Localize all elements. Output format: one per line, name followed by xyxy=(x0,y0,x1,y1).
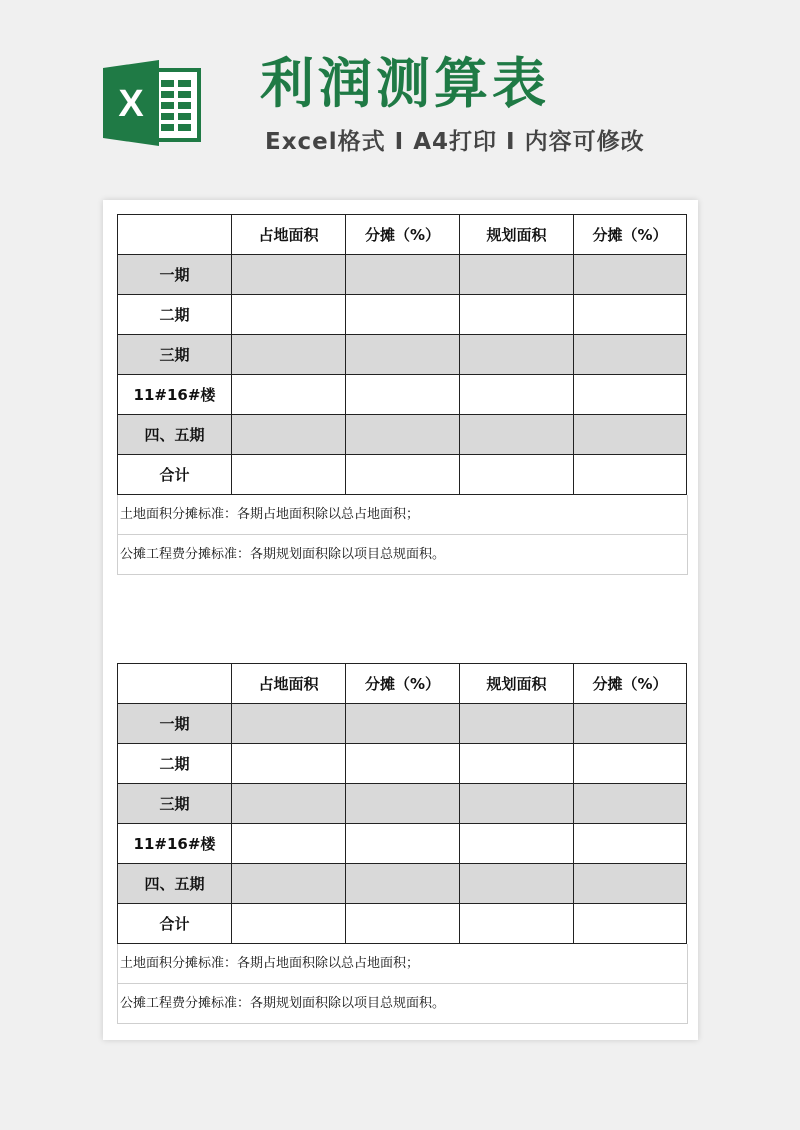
table-cell[interactable] xyxy=(346,904,460,944)
table-row xyxy=(118,375,687,415)
table-cell[interactable] xyxy=(346,415,460,455)
table-cell[interactable] xyxy=(346,295,460,335)
table-cell[interactable] xyxy=(346,375,460,415)
table-cell[interactable] xyxy=(460,335,574,375)
column-header: 规划面积 xyxy=(460,664,574,704)
excel-logo-icon xyxy=(103,60,203,146)
table-cell[interactable] xyxy=(346,335,460,375)
table-cell[interactable] xyxy=(574,744,687,784)
table-cell[interactable] xyxy=(460,704,574,744)
column-header: 规划面积 xyxy=(460,215,574,255)
table-cell[interactable] xyxy=(574,335,687,375)
header xyxy=(0,0,800,200)
table-cell[interactable] xyxy=(574,904,687,944)
row-label: 二期 xyxy=(118,744,232,784)
table-cell[interactable] xyxy=(574,455,687,495)
table-cell[interactable] xyxy=(574,255,687,295)
table-cell[interactable] xyxy=(574,864,687,904)
table-cell[interactable] xyxy=(232,784,346,824)
row-label: 四、五期 xyxy=(118,415,232,455)
table-block xyxy=(117,663,686,1024)
table-cell[interactable] xyxy=(232,864,346,904)
column-header: 分摊（%） xyxy=(574,215,687,255)
table-cell[interactable] xyxy=(574,704,687,744)
table-row xyxy=(118,255,687,295)
table-cell[interactable] xyxy=(346,784,460,824)
table-cell[interactable] xyxy=(460,295,574,335)
table-row xyxy=(118,864,687,904)
table-cell[interactable] xyxy=(460,455,574,495)
row-label: 合计 xyxy=(118,455,232,495)
table-cell[interactable] xyxy=(232,375,346,415)
table-row xyxy=(118,904,687,944)
table-cell[interactable] xyxy=(574,415,687,455)
area-allocation-table xyxy=(117,214,687,495)
footnote-text: 公摊工程费分摊标准：各期规划面积除以项目总规面积。 xyxy=(117,535,688,575)
column-header xyxy=(118,215,232,255)
column-header: 占地面积 xyxy=(232,215,346,255)
table-cell[interactable] xyxy=(460,255,574,295)
row-label: 11#16#楼 xyxy=(118,824,232,864)
table-cell[interactable] xyxy=(232,335,346,375)
table-cell[interactable] xyxy=(232,744,346,784)
column-header xyxy=(118,664,232,704)
table-row xyxy=(118,295,687,335)
footnote-text: 土地面积分摊标准：各期占地面积除以总占地面积； xyxy=(117,944,688,984)
table-cell[interactable] xyxy=(346,744,460,784)
footnote-text: 土地面积分摊标准：各期占地面积除以总占地面积； xyxy=(117,495,688,535)
table-header-row xyxy=(118,664,687,704)
table-cell[interactable] xyxy=(346,255,460,295)
table-cell[interactable] xyxy=(346,704,460,744)
table-cell[interactable] xyxy=(232,824,346,864)
table-cell[interactable] xyxy=(232,704,346,744)
column-header: 分摊（%） xyxy=(346,664,460,704)
table-cell[interactable] xyxy=(460,415,574,455)
logo-letter: X xyxy=(118,83,144,125)
footnote-text: 公摊工程费分摊标准：各期规划面积除以项目总规面积。 xyxy=(117,984,688,1024)
table-row xyxy=(118,335,687,375)
table-cell[interactable] xyxy=(232,415,346,455)
row-label: 11#16#楼 xyxy=(118,375,232,415)
row-label: 三期 xyxy=(118,784,232,824)
table-cell[interactable] xyxy=(460,864,574,904)
table-cell[interactable] xyxy=(346,864,460,904)
column-header: 分摊（%） xyxy=(574,664,687,704)
table-cell[interactable] xyxy=(574,295,687,335)
table-cell[interactable] xyxy=(460,744,574,784)
table-cell[interactable] xyxy=(574,824,687,864)
table-cell[interactable] xyxy=(574,375,687,415)
table-header-row xyxy=(118,215,687,255)
column-header: 占地面积 xyxy=(232,664,346,704)
table-cell[interactable] xyxy=(232,255,346,295)
table-cell[interactable] xyxy=(574,784,687,824)
table-cell[interactable] xyxy=(460,824,574,864)
table-row xyxy=(118,784,687,824)
table-row xyxy=(118,704,687,744)
row-label: 二期 xyxy=(118,295,232,335)
page-subtitle: Excel格式 I A4打印 I 内容可修改 xyxy=(265,129,645,155)
table-row xyxy=(118,415,687,455)
area-allocation-table xyxy=(117,663,687,944)
table-cell[interactable] xyxy=(232,904,346,944)
table-cell[interactable] xyxy=(346,455,460,495)
row-label: 一期 xyxy=(118,704,232,744)
row-label: 四、五期 xyxy=(118,864,232,904)
table-row xyxy=(118,744,687,784)
table-block xyxy=(117,214,686,575)
row-label: 三期 xyxy=(118,335,232,375)
table-cell[interactable] xyxy=(346,824,460,864)
table-cell[interactable] xyxy=(232,455,346,495)
table-row xyxy=(118,455,687,495)
table-cell[interactable] xyxy=(232,295,346,335)
table-cell[interactable] xyxy=(460,375,574,415)
column-header: 分摊（%） xyxy=(346,215,460,255)
row-label: 合计 xyxy=(118,904,232,944)
table-cell[interactable] xyxy=(460,784,574,824)
table-row xyxy=(118,824,687,864)
document-sheet xyxy=(103,200,698,1040)
page-title: 利润测算表 xyxy=(260,52,550,115)
row-label: 一期 xyxy=(118,255,232,295)
table-cell[interactable] xyxy=(460,904,574,944)
